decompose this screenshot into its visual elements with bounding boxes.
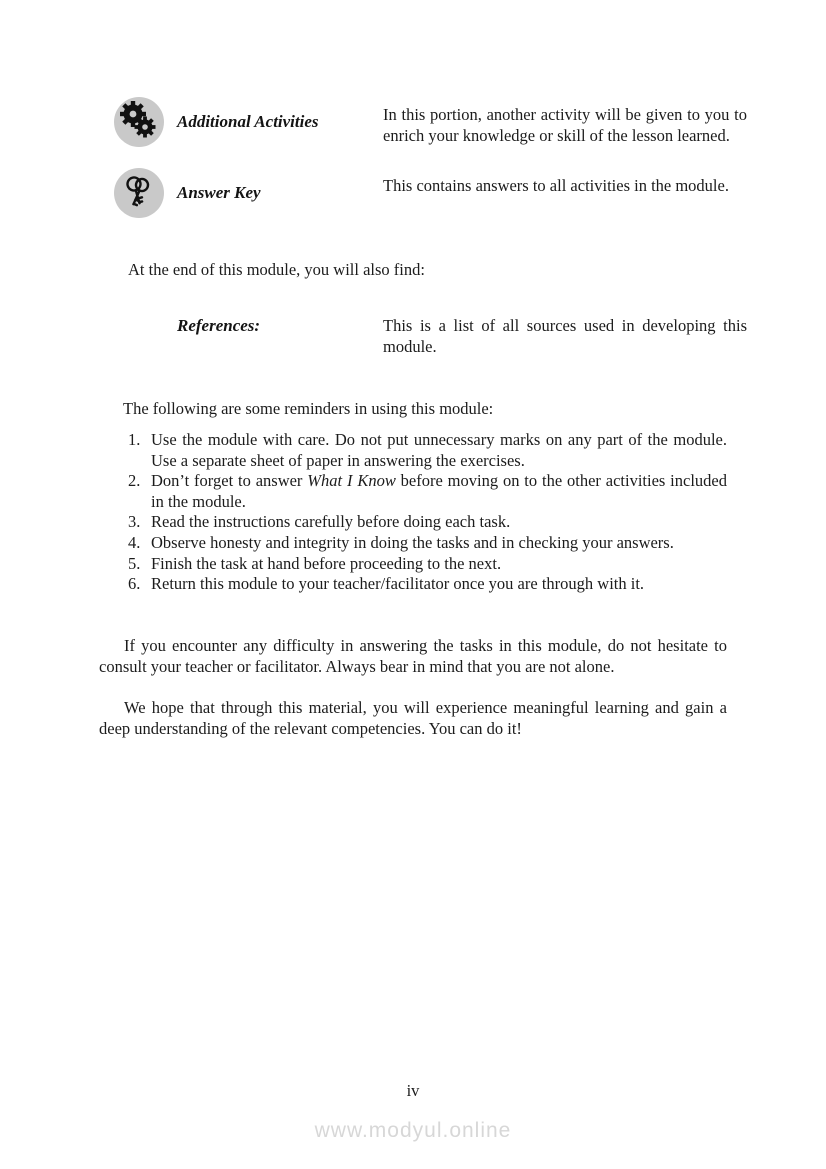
intro-line: At the end of this module, you will also find: — [128, 260, 425, 279]
list-item-text: Finish the task at hand before proceeding to the next. — [151, 553, 502, 573]
additional-activities-label: Additional Activities — [177, 112, 319, 131]
answer-key-label: Answer Key — [177, 183, 261, 202]
list-item-number: 1. — [128, 430, 141, 449]
list-item-number: 5. — [128, 553, 141, 573]
list-item-number: 2. — [128, 471, 141, 491]
answer-key-description: This contains answers to all activities in the module. — [383, 176, 729, 195]
list-item-text — [151, 471, 727, 512]
list-item — [128, 430, 727, 471]
icon-cell — [99, 97, 177, 147]
list-item-emphasis: What I Know — [307, 471, 396, 491]
answer-key-row — [99, 168, 747, 218]
icon-cell — [99, 168, 177, 218]
list-item-text: Observe honesty and integrity in doing the tasks and in checking your answers. — [151, 532, 674, 552]
references-description: This is a list of all sources used in developing this module. — [383, 316, 747, 356]
references-row — [99, 316, 747, 357]
list-item — [128, 533, 727, 554]
watermark: www.modyul.online — [314, 1119, 512, 1142]
closing-paragraphs — [99, 636, 727, 739]
list-item-text: Read the instructions carefully before doing each task. — [151, 512, 511, 532]
list-item-text: Use the module with care. Do not put unnecessary marks on any part of the module. Use a separate sheet of paper in answering the exercises. — [151, 430, 727, 470]
gears-icon — [114, 97, 164, 147]
page-number: iv — [406, 1081, 420, 1100]
additional-activities-description: In this portion, another activity will be given to you to enrich your knowledge or skill of the lesson learned. — [383, 105, 747, 145]
additional-activities-icon-badge — [114, 97, 164, 147]
list-item-text-after: before moving on to the other activities included in the module. — [151, 471, 727, 511]
additional-activities-row — [99, 97, 747, 147]
reminders-list — [128, 430, 727, 595]
list-item-number: 3. — [128, 512, 141, 532]
answer-key-icon-badge — [114, 168, 164, 218]
list-item — [128, 512, 727, 533]
keys-icon — [114, 168, 164, 218]
list-item-number: 6. — [128, 574, 141, 594]
reminders-heading: The following are some reminders in using this module: — [123, 399, 494, 418]
references-label: References: — [177, 316, 261, 335]
list-item — [128, 471, 727, 512]
list-item-number: 4. — [128, 532, 141, 552]
list-item-text: Return this module to your teacher/facilitator once you are through with it. — [151, 574, 645, 594]
list-item — [128, 554, 727, 575]
paragraph: We hope that through this material, you will experience meaningful learning and gain a deep understanding of the relevant competencies. You can do it! — [99, 698, 727, 738]
paragraph: If you encounter any difficulty in answering the tasks in this module, do not hesitate to consult your teacher or facilitator. Always bear in mind that you are not alone. — [99, 636, 727, 676]
list-item — [128, 574, 727, 595]
list-item-text-before: Don’t forget to answer — [151, 471, 308, 491]
